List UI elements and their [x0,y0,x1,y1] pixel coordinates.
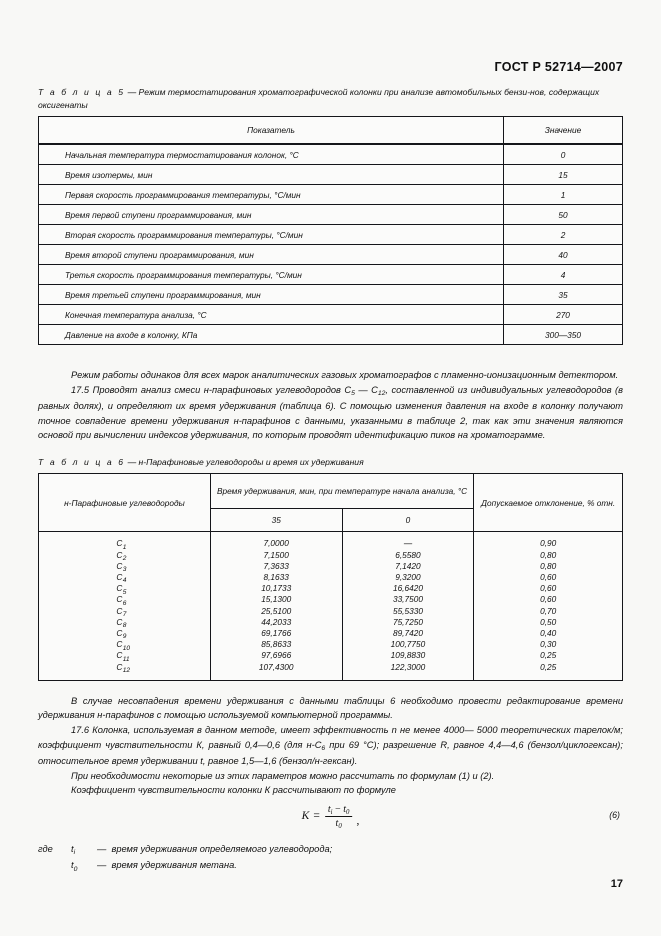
table5-cell-value: 40 [504,245,623,265]
table6-col-deviation [474,532,623,680]
hc-subscript: 12 [122,666,131,674]
formula-numerator [325,804,353,817]
paragraph-operating-mode: Режим работы одинаков для всех марок аналитических газовых хроматографов с пламенно-ионизационным детектором. [71,370,619,380]
numerator-minus: − [334,803,342,815]
list-item: 75,7250 [392,616,423,627]
list-item: 7,1500 [263,549,289,560]
table6-deviation-list [474,532,622,679]
list-item: 97,6966 [261,650,292,661]
hc-symbol: C [116,538,123,549]
table6-t35-list [211,532,342,679]
table5-caption-text: — Режим термостатирования хроматографической колонки при анализе автомобильных бензи-нов, содержащих оксигенаты [38,87,600,110]
list-item: 0,70 [540,605,557,616]
table5-cell-param: Время третьей ступени программирования, мин [39,285,504,305]
list-item: 15,1300 [261,594,292,605]
table6-subheader-35: 35 [210,509,342,532]
paragraph-retention-mismatch: В случае несовпадения времени удерживания с данными таблицы 6 необходимо провести редактирование времени удерживания н-парафинов с помощью используемой компьютерной программы. [38,695,623,721]
hc-subscript: 1 [122,543,127,551]
table5-cell-value: 35 [504,285,623,305]
paragraph-17-5-rest: , составленной из индивидуальных углеводородов (в равных долях), и определяют их время удерживания (таблица 6). С помощью изменения давления на входе в колонку получают точное совпадение времени удерживания н-парафинов с данными, указанными в таблице 2, так как эти значения являются основой при вычислении индексов удерживания, по которым проводят идентификацию пиков на хроматограмме. [38,384,623,441]
table5-header-row [39,117,623,145]
formula-denominator [333,817,345,829]
denominator-t-sub: 0 [338,823,342,831]
table5-caption [38,86,623,111]
list-item: 10,1733 [261,583,292,594]
hc-symbol: C [116,616,123,627]
hc-symbol: C [116,639,123,650]
standard-number-header: ГОСТ Р 52714—2007 [494,60,623,74]
list-item [39,572,210,583]
hc-symbol: C [116,583,123,594]
table6-head [39,474,623,532]
table-row [39,185,623,205]
hc-symbol: C [116,650,123,661]
list-item: 8,1633 [263,572,289,583]
table-thermostat-mode [38,116,623,345]
list-item: 44,2033 [261,616,292,627]
page-number: 17 [610,878,623,890]
hc-symbol: C [116,560,123,571]
list-item: 7,3633 [263,560,289,571]
table5-cell-value: 50 [504,205,623,225]
symbol-t0-sub: 0 [73,865,78,873]
hc-subscript: 9 [122,633,127,641]
list-item [39,538,210,549]
table6-col-t0 [342,532,474,680]
formula-block [38,798,623,842]
list-item: 0,60 [540,583,557,594]
table6-header-deviation: Допускаемое отклонение, % отн. [474,474,623,532]
table-row [39,285,623,305]
hc-subscript: 2 [122,555,127,563]
denominator-t: t [335,817,339,829]
table6-caption [38,456,623,469]
symbol-ti-base: t [71,843,74,854]
list-item: 33,7500 [392,594,423,605]
table6-body [39,532,623,680]
hc-symbol: C [116,549,123,560]
table6-header-hydrocarbons: н-Парафиновые углеводороды [39,474,211,532]
list-item: 7,1420 [395,560,421,571]
hc-subscript: 11 [122,655,130,663]
formula-expression [302,804,360,829]
formula-equals: = [313,810,320,823]
list-item: 0,30 [540,639,557,650]
list-item: 85,8633 [261,639,292,650]
table5-cell-param: Конечная температура анализа, °С [39,305,504,325]
symbol-t0 [71,858,97,875]
table5-cell-value: 4 [504,265,623,285]
list-item [39,628,210,639]
list-item: 109,8830 [390,650,426,661]
table-row [39,305,623,325]
numerator-t-sub: i [330,809,333,817]
list-item: 89,7420 [392,627,423,638]
paragraph-sensitivity-intro: Коэффициент чувствительности колонки К рассчитывают по формуле [71,785,396,796]
table6-header-row-1 [39,474,623,509]
paragraph-17-6 [38,723,623,769]
formula-comma: , [356,814,360,827]
table5-body [39,144,623,345]
formula-lhs: K [301,810,310,823]
hc-subscript: 4 [122,577,127,585]
list-item: 100,7750 [390,639,426,650]
list-item [39,606,210,617]
paragraph-17-5-sub-c12: 12 [377,389,386,397]
paragraph-17-6-sub-c6: 6 [321,744,326,752]
table-row [39,225,623,245]
list-item: 0,80 [540,560,557,571]
list-item: 6,5580 [395,549,421,560]
formula-definitions [38,842,623,875]
table5-cell-param: Время второй ступени программирования, мин [39,245,504,265]
symbol-t0-base: t [71,860,74,871]
table5-cell-param: Время первой ступени программирования, мин [39,205,504,225]
paragraph-17-6-part1: 17.6 Колонка, используемая в данном методе, имеет эффективность n не менее 4000— 5000 теоретических тарелок/м; коэффициент чувствительности К, равный 0,4—0,6 (для н-C [38,724,623,750]
list-item: 55,5330 [392,605,423,616]
hc-symbol: C [116,594,123,605]
table5-cell-value: 2 [504,225,623,245]
list-item [39,561,210,572]
table5-cell-param: Давление на входе в колонку, КПа [39,325,504,345]
table-row [39,265,623,285]
hc-symbol: C [116,661,123,672]
paragraph-17-5-mid: — C [354,384,378,395]
table6-subheader-0: 0 [342,509,474,532]
hc-subscript: 6 [122,599,127,607]
table5-header-param: Показатель [39,117,504,145]
table-row [39,205,623,225]
list-item: 0,50 [540,616,557,627]
list-item: 0,90 [540,538,557,549]
table-row [39,144,623,165]
table6-col-t35 [210,532,342,680]
spacer [38,345,623,368]
table5-cell-value: 15 [504,165,623,185]
table5-cell-param: Начальная температура термостатирования колонок, °С [39,144,504,165]
numerator-t: t [327,803,331,815]
table-row [39,532,623,680]
list-item [39,594,210,605]
table5-cell-value: 1 [504,185,623,205]
table5-caption-label: Т а б л и ц а 5 [38,87,126,97]
table6-hydrocarbon-list [39,532,210,679]
list-item: 107,4300 [258,661,294,672]
page-content [38,86,623,875]
list-item: — [403,538,413,549]
definition-text-t0: время удерживания метана. [111,860,237,871]
table5-cell-param: Третья скорость программирования температуры, °С/мин [39,265,504,285]
list-item: 0,25 [540,650,557,661]
symbol-ti [71,842,97,859]
table5-head [39,117,623,145]
list-item [39,617,210,628]
paragraph-17-5 [38,383,623,443]
list-item: 0,40 [540,627,557,638]
table5-cell-param: Вторая скорость программирования температуры, °С/мин [39,225,504,245]
table5-cell-value: 300—350 [504,325,623,345]
paragraph-17-5-prefix: 17.5 Проводят анализ смеси н-парафиновых углеводородов C [71,384,352,395]
paragraph-17-6-part2: при 69 °С); разрешение R, равное 4,4—4,6 (бензол/циклогексан); относительное время удерживании t, равное 1,5—1,6 (бензол/н-гексан). [38,739,623,767]
list-item: 69,1766 [261,627,292,638]
table5-cell-value: 0 [504,144,623,165]
table-row [39,245,623,265]
hc-subscript: 5 [122,588,127,596]
formula-fraction [325,804,353,829]
list-item: 16,6420 [392,583,423,594]
hc-subscript: 7 [122,610,127,618]
where-label: где [38,843,53,854]
table6-col-hydrocarbons [39,532,211,680]
spacer [38,443,623,456]
table5-cell-param: Первая скорость программирования температуры, °С/мин [39,185,504,205]
formula-number: (6) [609,809,620,820]
hc-subscript: 8 [122,622,127,630]
definition-row-ti [38,842,623,859]
hc-symbol: C [116,605,123,616]
table6-caption-label: Т а б л и ц а 6 [38,456,126,467]
table6-t0-list [343,532,474,679]
paragraph-calc-note: При необходимости некоторые из этих параметров можно рассчитать по формулам (1) и (2). [71,770,495,781]
table6-header-retention: Время удерживания, мин, при температуре начала анализа, °С [210,474,474,509]
table5-cell-value: 270 [504,305,623,325]
list-item: 0,25 [540,661,557,672]
list-item: 9,3200 [395,572,421,583]
list-item: 0,80 [540,549,557,560]
list-item: 25,5100 [261,605,292,616]
table5-header-value: Значение [504,117,623,145]
hc-subscript: 10 [122,644,131,652]
table-paraffin-retention-times [38,473,623,680]
definition-dash-1: — [97,843,107,854]
spacer [38,681,623,694]
paragraph-17-5-sub-c5: 5 [351,389,355,397]
list-item [39,662,210,673]
numerator-t2-sub: 0 [346,809,350,817]
numerator-t2: t [343,803,347,815]
definition-dash-2: — [97,860,107,871]
definition-text-ti: время удерживания определяемого углеводорода; [111,843,333,854]
list-item [39,550,210,561]
list-item [39,583,210,594]
hc-symbol: C [116,572,123,583]
hc-symbol: C [116,627,123,638]
list-item: 0,60 [540,572,557,583]
list-item [39,650,210,661]
list-item: 0,60 [540,594,557,605]
list-item: 7,0000 [263,538,289,549]
hc-subscript: 3 [122,566,127,574]
symbol-ti-sub: i [73,849,76,857]
table5-cell-param: Время изотермы, мин [39,165,504,185]
list-item [39,639,210,650]
definition-row-t0 [38,858,623,875]
table-row [39,165,623,185]
table-row [39,325,623,345]
list-item: 122,3000 [390,661,426,672]
table6-caption-text: — н-Парафиновые углеводороды и время их удерживания [125,456,364,467]
